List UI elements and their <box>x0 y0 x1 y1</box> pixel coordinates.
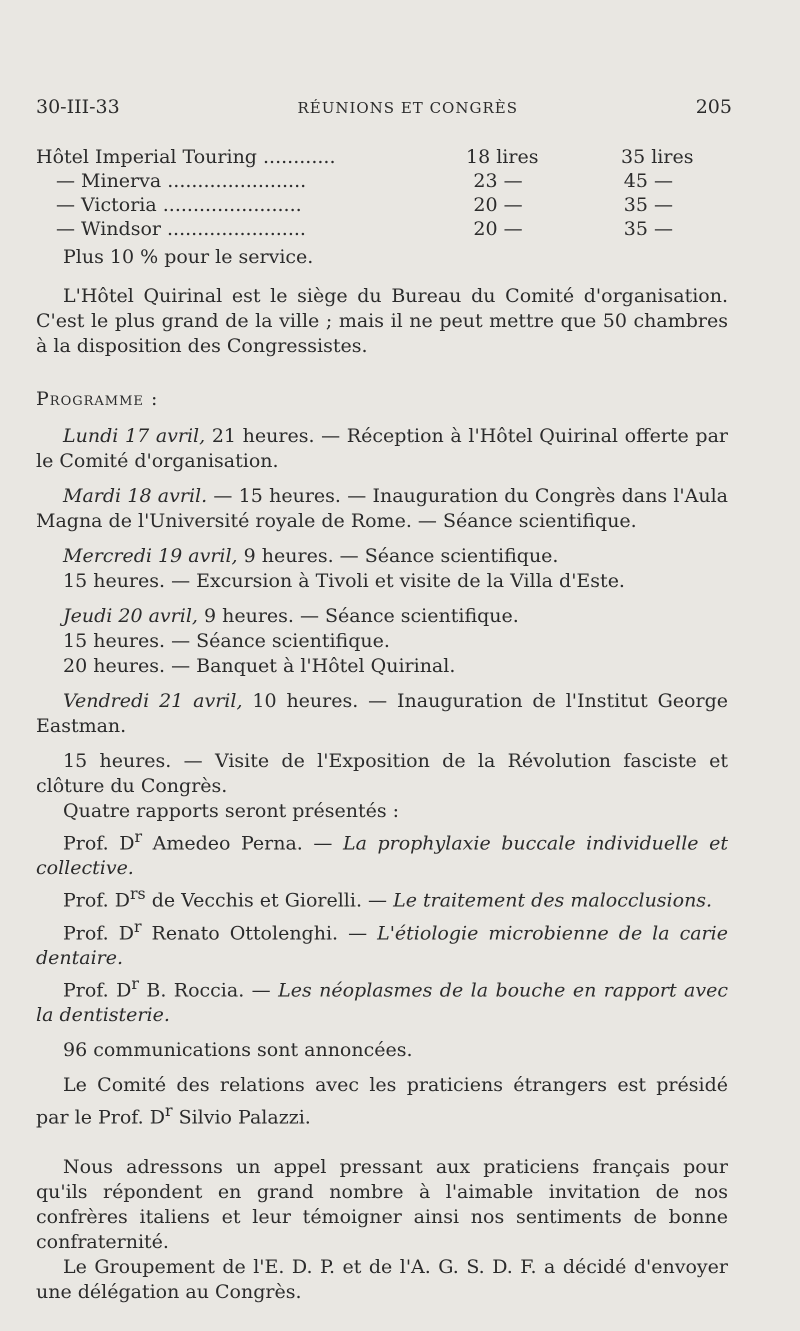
programme-heading: Programme : <box>36 388 159 410</box>
programme-lundi <box>36 424 728 474</box>
hotel-name: — Windsor ....................... <box>56 218 306 240</box>
header-title: RÉUNIONS ET CONGRÈS <box>297 99 518 117</box>
title-sup: r <box>133 916 142 936</box>
date-label: 20 avril, <box>118 605 198 627</box>
day-label: Lundi <box>63 425 119 447</box>
author-name: B. Roccia. — <box>138 979 279 1002</box>
date-label: 18 avril. <box>127 485 208 507</box>
day-label: Mercredi <box>63 545 152 567</box>
price-low: 20 — <box>473 218 523 240</box>
day-label: Vendredi <box>63 690 150 712</box>
author-prefix: Prof. D <box>63 921 134 944</box>
report-title: La prophylaxie buccale individuelle et collective. <box>36 832 728 880</box>
hotel-name: Hôtel Imperial Touring ............ <box>36 146 336 168</box>
price-low: 23 — <box>473 170 523 192</box>
author-name: de Vecchis et Giorelli. — <box>145 889 394 912</box>
delegation-paragraph: Le Groupement de l'E. D. P. et de l'A. G. S. D. F. a décidé d'envoyer une délégation au Congrès. <box>36 1255 728 1303</box>
price-high: 35 — <box>623 218 674 240</box>
programme-vendredi-line2: 15 heures. — Visite de l'Exposition de la Révolution fasciste et clôture du Congrès. <box>36 750 728 797</box>
header-date: 30-III-33 <box>36 96 120 118</box>
event-text: 9 heures. — Séance scientifique. <box>243 545 559 567</box>
report-item <box>36 914 728 971</box>
title-sup: r <box>164 1101 173 1121</box>
programme-jeudi <box>36 604 728 629</box>
price-high: 35 lires <box>621 146 694 168</box>
event-text: — 15 heures. — Inauguration du Congrès dans l'Aula Magna de l'Université royale de Rome. — Séance scientifique. <box>36 485 728 532</box>
price-low: 20 — <box>473 194 523 216</box>
programme-jeudi-line2: 15 heures. — Séance scientifique. <box>63 630 390 652</box>
programme-mercredi <box>36 544 728 569</box>
table-row <box>36 217 716 241</box>
report-title: L'étiologie microbienne de la carie dentaire. <box>36 921 728 969</box>
table-row <box>36 193 716 217</box>
table-row <box>36 145 716 169</box>
hotel-name: — Minerva ....................... <box>56 170 307 192</box>
committee-paragraph <box>36 1073 728 1130</box>
page-number: 205 <box>695 96 732 118</box>
body-text <box>36 245 728 1305</box>
report-item <box>36 971 728 1028</box>
date-label: 21 avril, <box>159 690 243 712</box>
date-label: 17 avril, <box>125 425 206 447</box>
author-prefix: Prof. D <box>63 979 132 1002</box>
report-item <box>36 824 728 881</box>
running-head <box>36 96 732 118</box>
programme-mardi <box>36 484 728 534</box>
reports-intro: Quatre rapports seront présentés : <box>63 800 400 822</box>
event-text: 9 heures. — Séance scientifique. <box>204 605 519 627</box>
price-high: 35 — <box>623 194 674 216</box>
programme-jeudi-line3: 20 heures. — Banquet à l'Hôtel Quirinal. <box>63 655 456 677</box>
report-item <box>36 881 728 913</box>
communications-note: 96 communications sont annoncées. <box>63 1039 413 1062</box>
hotel-name: — Victoria ....................... <box>56 194 302 216</box>
price-high: 45 — <box>623 170 674 192</box>
report-title: Le traitement des malocclusions. <box>393 889 713 912</box>
quirinal-paragraph: L'Hôtel Quirinal est le siège du Bureau du Comité d'organisation. C'est le plus grand de la ville ; mais il ne peut mettre que 50 chambres à la disposition des Congressistes. <box>36 285 728 357</box>
author-prefix: Prof. D <box>63 832 135 855</box>
title-sup: rs <box>129 884 146 904</box>
hotel-price-table <box>36 145 716 241</box>
table-row <box>36 169 716 193</box>
price-low: 18 lires <box>466 146 539 168</box>
title-sup: r <box>131 973 139 993</box>
appeal-paragraph: Nous adressons un appel pressant aux praticiens français pour qu'ils répondent en grand nombre à l'aimable invitation de nos confrères italiens et leur témoigner ainsi nos sentiments de bonne confraternité. <box>36 1155 728 1253</box>
author-name: Renato Ottolenghi. — <box>141 921 378 944</box>
date-label: 19 avril, <box>158 545 238 567</box>
report-title: Les néoplasmes de la bouche en rapport avec la dentisterie. <box>36 979 728 1027</box>
day-label: Mardi <box>63 485 122 507</box>
event-text: 21 heures. — Réception à l'Hôtel Quirinal offerte par le Comité d'organisation. <box>36 425 729 472</box>
event-text: 10 heures. — Inauguration de l'Institut George Eastman. <box>36 690 728 737</box>
committee-text: Le Comité des relations avec les praticiens étrangers est présidé par le Prof. D <box>36 1074 728 1129</box>
service-note: Plus 10 % pour le service. <box>63 246 314 268</box>
title-sup: r <box>134 827 143 846</box>
author-prefix: Prof. D <box>63 889 130 912</box>
programme-vendredi <box>36 689 728 739</box>
programme-mercredi-line2: 15 heures. — Excursion à Tivoli et visite de la Villa d'Este. <box>63 570 625 592</box>
committee-name: Silvio Palazzi. <box>172 1106 311 1129</box>
day-label: Jeudi <box>63 605 113 627</box>
author-name: Amedeo Perna. — <box>142 832 343 855</box>
